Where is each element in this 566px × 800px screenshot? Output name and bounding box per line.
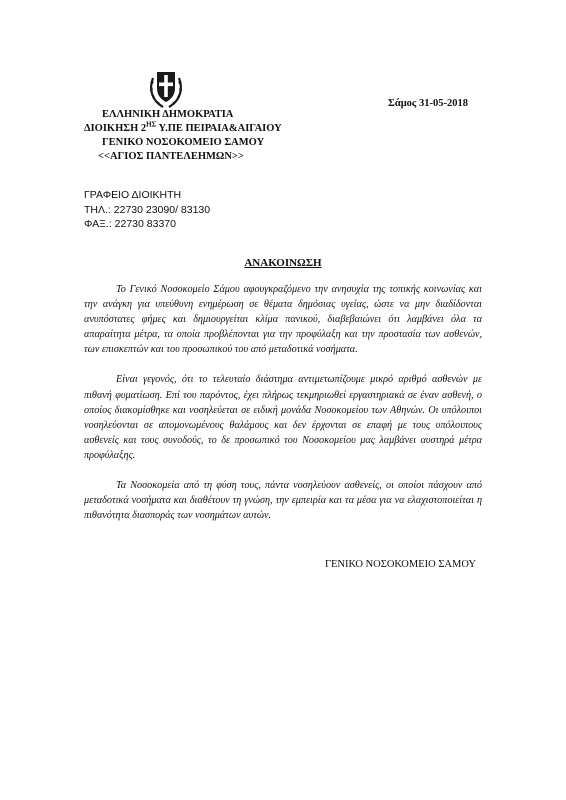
body-paragraph: Το Γενικό Νοσοκομείο Σάμου αφουγκραζόμενο την ανησυχία της τοπικής κοινωνίας και την ανάγκη για υπεύθυνη ενημέρωση σε θέματα δημόσιας υγείας, ώστε να μην διαδίδονται ανυπόστατες φήμες και δημιουργείται κλίμα πανικού, διαβεβαιώνει ότι λαμβάνει όλα τα απαραίτητα μέτρα, τα οποία προβλέπονται για την προφύλαξη και την προστασία των ασθενών, των επισκεπτών και του προσωπικού του από μεταδοτικά νοσήματα. [84, 284, 482, 356]
office-name: ΓΡΑΦΕΙΟ ΔΙΟΙΚΗΤΗ [84, 189, 182, 201]
header-country: ΕΛΛΗΝΙΚΗ ΔΗΜΟΚΡΑΤΙΑ [102, 109, 234, 120]
signature: ΓΕΝΙΚΟ ΝΟΣΟΚΟΜΕΙΟ ΣΑΜΟΥ [324, 559, 476, 570]
document-date: Σάμος 31-05-2018 [388, 98, 468, 109]
issuer-header [60, 108, 340, 164]
header-hospital: ΓΕΝΙΚΟ ΝΟΣΟΚΟΜΕΙΟ ΣΑΜΟΥ [102, 137, 265, 148]
body-paragraph: Τα Νοσοκομεία από τη φύση τους, πάντα νοσηλεύουν ασθενείς, οι οποίοι πάσχουν από μεταδοτικά νοσήματα και διαθέτουν τη γνώση, την εμπειρία και τα μέσα για να ελαχιστοποιείται η πιθανότητα διασποράς των νοσημάτων αυτών. [84, 480, 482, 522]
announcement-body [84, 282, 482, 538]
office-fax: ΦΑΞ.: 22730 83370 [84, 218, 176, 230]
header-hospital-name: <<ΑΓΙΟΣ ΠΑΝΤΕΛΕΗΜΩΝ>> [98, 151, 244, 162]
header-authority: ΔΙΟΙΚΗΣΗ $2^{H\Sigma}$ Υ.ΠΕ ΠΕΙΡΑΙΑ&ΑΙΓΑΙΟΥ [84, 120, 282, 134]
body-paragraph: Είναι γεγονός, ότι το τελευταίο διάστημα αντιμετωπίζουμε μικρό αριθμό ασθενών με πιθανή φυματίωση. Επί του παρόντος, έχει πλήρως τεκμηριωθεί εργαστηριακά σε έναν ασθενή, ο οποίος διακομίσθηκε και νοσηλεύεται σε ειδική μονάδα Νοσοκομείου των Αθηνών. Οι υπόλοιποι νοσηλεύονται σε απομονωμένους θαλάμους και δεν έρχονται σε επαφή με τους υπόλοιπους ασθενείς και τους συνοδούς, το δε προσωπικό του Νοσοκομείου μας λαμβάνει αυστηρά μέτρα προφύλαξης. [84, 374, 482, 461]
greek-coat-of-arms-icon [147, 68, 185, 110]
document-title: ΑΝΑΚΟΙΝΩΣΗ [244, 257, 322, 269]
office-contact [84, 188, 210, 232]
office-phone: ΤΗΛ.: 22730 23090/ 83130 [84, 203, 211, 216]
